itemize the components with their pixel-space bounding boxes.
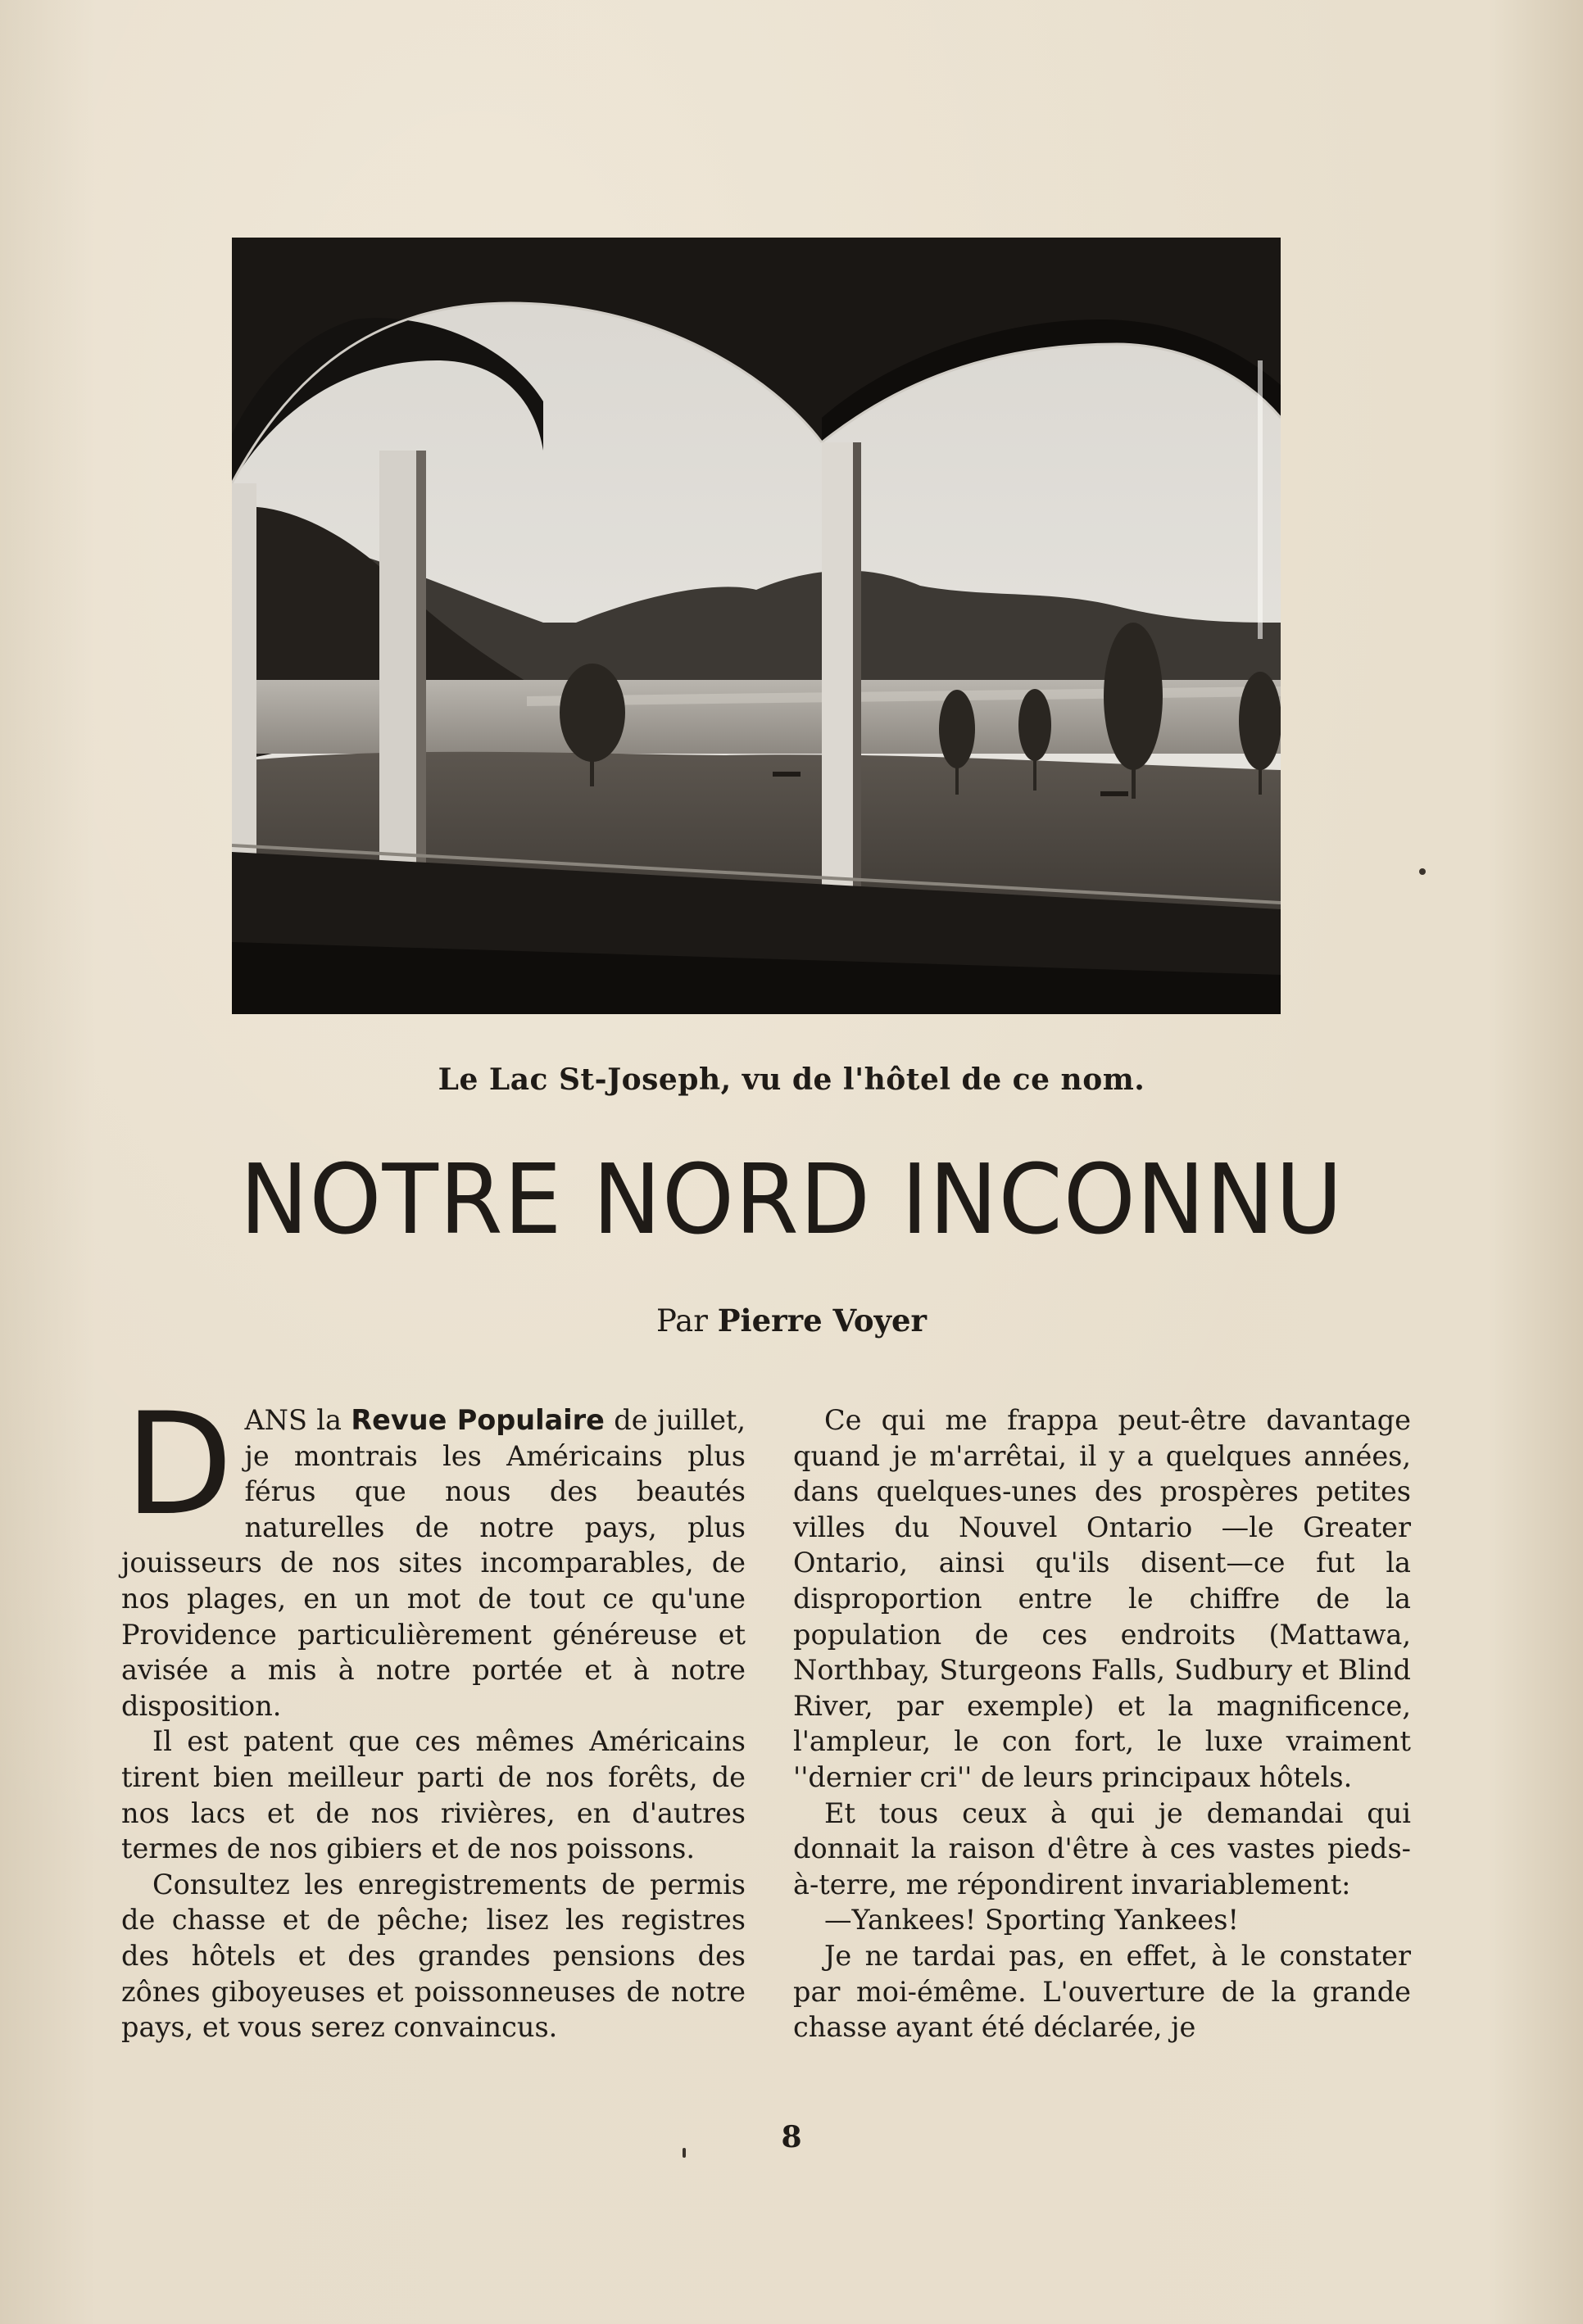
lake-photo xyxy=(232,238,1281,1014)
paragraph-3: Consultez les enregistrements de permis de chasse et de pêche; lisez les registres des hôtels et des grandes pensions des zônes giboyeuses et poissonneuses de notre pays, et vous serez convaincus. xyxy=(121,1868,746,2044)
paragraph-4: Ce qui me frappa peut-être davantage quand je m'arrêtai, il y a quelques années, dans quelques-unes des prospères petites villes du Nouvel Ontario —le Greater Ontario, ainsi qu'ils disent—ce fut la disproportion entre le chiffre de la population de ces endroits (Mattawa, Northbay, Sturgeons Falls, Sudbury et Blind River, par exemple) et la magnificence, l'ampleur, le con fort, le luxe vraiment ''dernier cri'' de leurs principaux hôtels. xyxy=(793,1404,1411,1793)
paragraph-7: Je ne tardai pas, en effet, à le constater par moi-émême. L'ouverture de la grande chasse ayant été déclarée, je xyxy=(793,1939,1411,2044)
paper-speck xyxy=(1419,868,1426,875)
paragraph-1 xyxy=(121,1382,746,1724)
article-column-left xyxy=(121,1382,746,2045)
page-number: 8 xyxy=(781,2120,802,2154)
paper-speck xyxy=(683,2148,686,2158)
paragraph-1-rest: de juillet, je montrais les Américains plus férus que nous des beautés naturelles de notre pays, plus jouisseurs de nos sites incomparables, de nos plages, en un mot de tout ce qu'une Providence particulièrement généreuse et avisée a mis à notre portée et à notre disposition. xyxy=(121,1404,746,1722)
paragraph-6: —Yankees! Sporting Yankees! xyxy=(824,1904,1239,1937)
byline-prefix: Par xyxy=(655,1303,708,1339)
article-column-right xyxy=(793,1402,1411,2045)
paragraph-5: Et tous ceux à qui je demandai qui donnait la raison d'être à ces vastes pieds-à-terre, me répondirent invariablement: xyxy=(793,1796,1411,1900)
photo-caption: Le Lac St-Joseph, vu de l'hôtel de ce nom. xyxy=(438,1062,1145,1097)
article-title: NOTRE NORD INCONNU xyxy=(239,1144,1344,1257)
drop-cap: D xyxy=(125,1382,234,1547)
byline xyxy=(0,1302,1583,1339)
paragraph-1-start: ANS la xyxy=(244,1404,352,1436)
magazine-name: Revue Populaire xyxy=(351,1404,605,1436)
byline-author: Pierre Voyer xyxy=(717,1302,928,1339)
lake-photo-illustration xyxy=(232,238,1281,1014)
paragraph-2: Il est patent que ces mêmes Américains tirent bien meilleur parti de nos forêts, de nos lacs et de nos rivières, en d'autres termes de nos gibiers et de nos poissons. xyxy=(121,1725,746,1865)
